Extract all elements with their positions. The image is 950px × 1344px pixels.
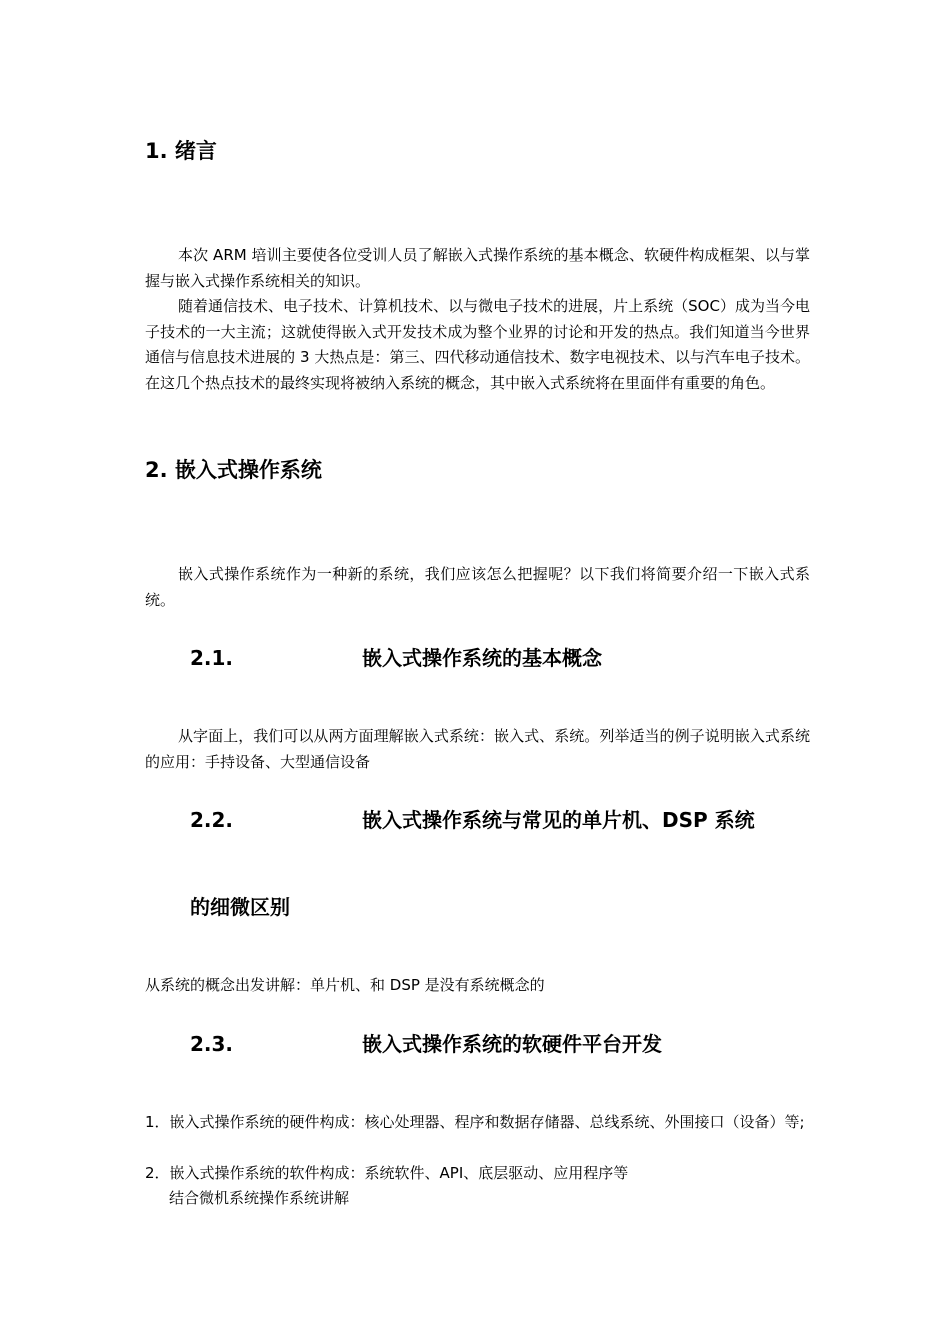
section-2-1-heading: [190, 645, 810, 671]
section-2-3-list-item-2: 2．嵌入式操作系统的软件构成：系统软件、API、底层驱动、应用程序等: [145, 1164, 629, 1182]
section-2-1-paragraph: 从字面上，我们可以从两方面理解嵌入式系统：嵌入式、系统。列举适当的例子说明嵌入式系统的应用：手持设备、大型通信设备: [145, 727, 810, 771]
section-2-1-title: 嵌入式操作系统的基本概念: [362, 646, 602, 670]
section-2-3-note: 结合微机系统操作系统讲解: [169, 1189, 350, 1207]
section-2-2-heading: [190, 807, 810, 833]
section-1-paragraph-2: 随着通信技术、电子技术、计算机技术、以与微电子技术的进展，片上系统（SOC）成为当今电子技术的一大主流；这就使得嵌入式开发技术成为整个业界的讨论和开发的热点。我们知道当今世界通信与信息技术进展的 3 大热点是：第三、四代移动通信技术、数字电视技术、以与汽车电子技术。在这几个热点技术的最终实现将被纳入系统的概念，其中嵌入式系统将在里面伴有重要的角色。: [145, 297, 810, 392]
section-2-heading: 2. 嵌入式操作系统: [145, 458, 322, 482]
section-2-paragraph: 嵌入式操作系统作为一种新的系统，我们应该怎么把握呢？以下我们将简要介绍一下嵌入式系统。: [145, 565, 810, 609]
section-2-3-heading: [190, 1031, 810, 1057]
section-1-heading: 1. 绪言: [145, 139, 217, 163]
section-2-3-list-item-1: 1．嵌入式操作系统的硬件构成：核心处理器、程序和数据存储器、总线系统、外围接口（设备）等;: [145, 1113, 805, 1131]
section-2-3-title: 嵌入式操作系统的软硬件平台开发: [362, 1032, 662, 1056]
section-2-2-number: 2.2.: [190, 808, 234, 832]
section-2-2-title-continuation: 的细微区别: [190, 895, 290, 919]
section-2-3-number: 2.3.: [190, 1032, 234, 1056]
section-2-2-paragraph: 从系统的概念出发讲解：单片机、和 DSP 是没有系统概念的: [145, 976, 545, 994]
section-2-1-number: 2.1.: [190, 646, 234, 670]
section-1-paragraph-1: 本次 ARM 培训主要使各位受训人员了解嵌入式操作系统的基本概念、软硬件构成框架、以与掌握与嵌入式操作系统相关的知识。: [145, 246, 810, 290]
section-2-2-title: 嵌入式操作系统与常见的单片机、DSP 系统: [362, 808, 755, 832]
